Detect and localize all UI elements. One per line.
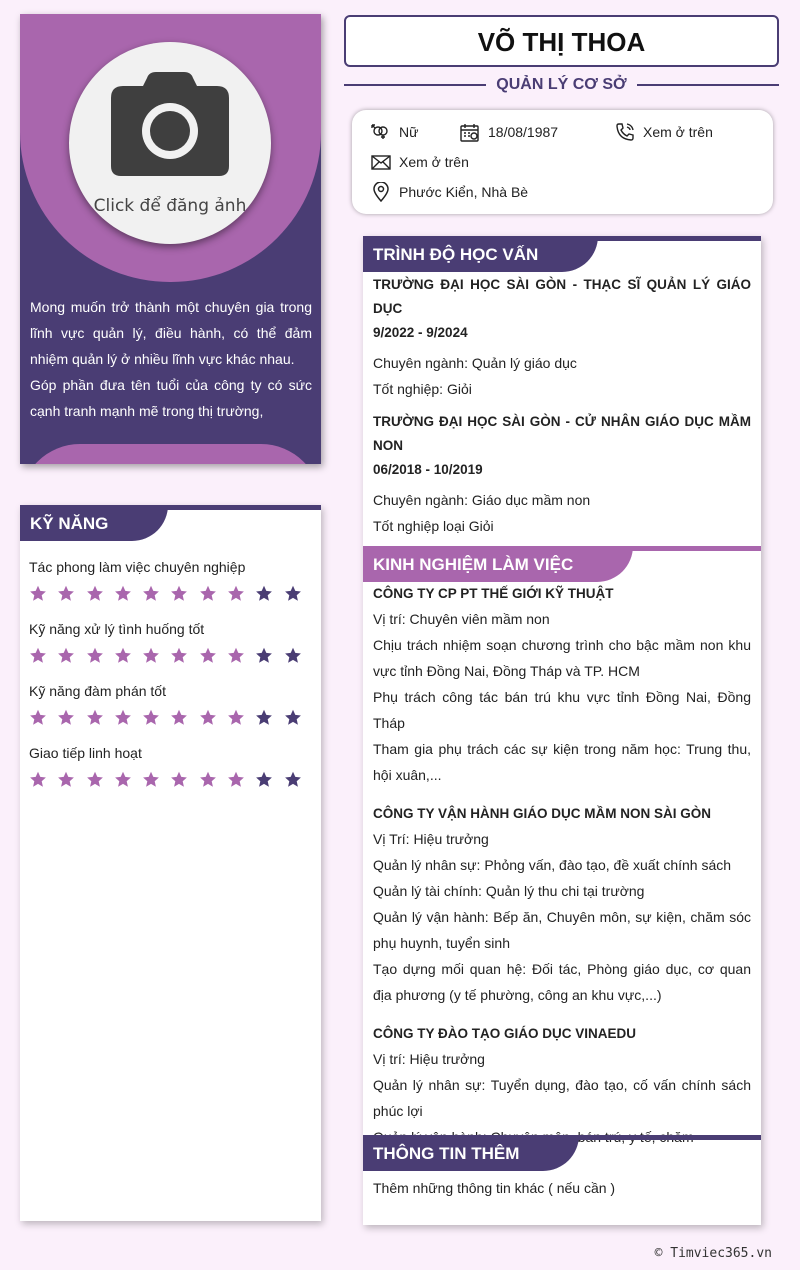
contact-phone: [615, 122, 713, 142]
skill-name: Tác phong làm việc chuyên nghiệp: [29, 559, 246, 575]
star-filled-icon[interactable]: [170, 771, 198, 789]
skill-rating: [29, 771, 312, 789]
star-filled-icon[interactable]: [199, 771, 227, 789]
star-filled-icon[interactable]: [86, 709, 114, 727]
profile-bottom-shape: [20, 444, 321, 464]
experience-detail: Quản lý tài chính: Quản lý thu chi tại trường: [373, 883, 645, 899]
position-title-row: [344, 74, 779, 96]
star-filled-icon[interactable]: [227, 585, 255, 603]
school-period: 06/2018 - 10/2019: [373, 462, 483, 477]
gender-icon: [371, 124, 391, 140]
education-header: [363, 236, 761, 272]
education-section: [363, 236, 761, 539]
skills-header: [20, 505, 321, 541]
objective-line: Mong muốn trở thành một chuyên gia trong lĩnh vực quản lý, điều hành, có thể đảm nhiệm quản lý ở nhiều lĩnh vực khác nhau.: [30, 299, 312, 367]
skills-list: [20, 559, 321, 789]
star-filled-icon[interactable]: [86, 585, 114, 603]
experience-header: [363, 546, 761, 582]
star-icon[interactable]: [284, 585, 312, 603]
star-filled-icon[interactable]: [114, 647, 142, 665]
experience-detail: Tham gia phụ trách các sự kiện trong năm học: Trung thu, hội xuân,...: [373, 741, 751, 783]
star-filled-icon[interactable]: [86, 771, 114, 789]
star-filled-icon[interactable]: [227, 709, 255, 727]
career-objective: [30, 294, 312, 424]
school-name: TRƯỜNG ĐẠI HỌC SÀI GÒN - THẠC SĨ QUẢN LÝ GIÁO DỤC: [373, 277, 751, 316]
contact-address: [371, 182, 528, 202]
star-filled-icon[interactable]: [142, 771, 170, 789]
skill-rating: [29, 709, 312, 727]
education-detail: Tốt nghiệp loại Giỏi: [373, 518, 494, 534]
skill-item: [20, 683, 321, 727]
skills-title: KỸ NĂNG: [20, 505, 168, 541]
star-filled-icon[interactable]: [142, 585, 170, 603]
star-filled-icon[interactable]: [199, 647, 227, 665]
education-detail: Chuyên ngành: Giáo dục mầm non: [373, 492, 591, 508]
avatar-label: Click để đăng ảnh: [93, 196, 247, 216]
star-filled-icon[interactable]: [170, 585, 198, 603]
star-icon[interactable]: [255, 771, 283, 789]
camera-icon: [109, 72, 231, 178]
experience-detail: Tạo dựng mối quan hệ: Đối tác, Phòng giáo dục, cơ quan địa phương (y tế phường, công an khu vực,...): [373, 961, 751, 1003]
experience-detail: Vị Trí: Hiệu trưởng: [373, 831, 489, 847]
skill-item: [20, 621, 321, 665]
experience-detail: Quản lý nhân sự: Tuyển dụng, đào tạo, cố vấn chính sách phúc lợi: [373, 1077, 751, 1119]
contact-birthday: [460, 122, 558, 142]
avatar-upload[interactable]: [69, 42, 271, 244]
star-filled-icon[interactable]: [57, 585, 85, 603]
star-icon[interactable]: [255, 709, 283, 727]
star-filled-icon[interactable]: [29, 585, 57, 603]
star-filled-icon[interactable]: [57, 771, 85, 789]
experience-detail: Quản lý vận hành: Bếp ăn, Chuyên môn, sự kiện, chăm sóc phụ huynh, tuyển sinh: [373, 909, 751, 951]
star-filled-icon[interactable]: [86, 647, 114, 665]
star-icon[interactable]: [255, 585, 283, 603]
experience-detail: Vị trí: Chuyên viên mầm non: [373, 611, 550, 627]
star-filled-icon[interactable]: [114, 709, 142, 727]
extra-info-text: Thêm những thông tin khác ( nếu cần ): [373, 1180, 616, 1196]
birthday-value: 18/08/1987: [488, 124, 559, 140]
school-period: 9/2022 - 9/2024: [373, 325, 468, 340]
star-filled-icon[interactable]: [227, 771, 255, 789]
contact-gender: [371, 122, 418, 142]
education-detail: Chuyên ngành: Quản lý giáo dục: [373, 355, 577, 371]
star-icon[interactable]: [284, 709, 312, 727]
skills-section: [20, 505, 321, 1221]
experience-detail: Vị trí: Hiệu trưởng: [373, 1051, 485, 1067]
experience-detail: Quản lý nhân sự: Phỏng vấn, đào tạo, đề xuất chính sách: [373, 857, 732, 873]
experience-detail: Phụ trách công tác bán trú khu vực tỉnh Đồng Nai, Đồng Tháp: [373, 689, 751, 731]
skill-name: Kỹ năng đàm phán tốt: [29, 683, 166, 699]
star-filled-icon[interactable]: [170, 647, 198, 665]
skill-name: Giao tiếp linh hoạt: [29, 745, 142, 761]
experience-title: KINH NGHIỆM LÀM VIỆC: [363, 546, 633, 582]
star-filled-icon[interactable]: [57, 709, 85, 727]
email-value: Xem ở trên: [399, 154, 469, 170]
candidate-name: VÕ THỊ THOA: [344, 15, 779, 67]
star-icon[interactable]: [284, 771, 312, 789]
contact-email: [371, 152, 469, 172]
phone-value: Xem ở trên: [643, 124, 713, 140]
star-filled-icon[interactable]: [29, 771, 57, 789]
skill-item: [20, 559, 321, 603]
company-name: CÔNG TY VẬN HÀNH GIÁO DỤC MẦM NON SÀI GÒN: [373, 806, 712, 821]
experience-section: [363, 546, 761, 1150]
skill-rating: [29, 647, 312, 665]
extra-info-title: THÔNG TIN THÊM: [363, 1135, 579, 1171]
education-title: TRÌNH ĐỘ HỌC VẤN: [363, 236, 598, 272]
company-name: CÔNG TY CP PT THẾ GIỚI KỸ THUẬT: [373, 586, 614, 601]
email-icon: [371, 155, 391, 170]
education-detail: Tốt nghiệp: Giỏi: [373, 381, 472, 397]
star-filled-icon[interactable]: [142, 709, 170, 727]
star-filled-icon[interactable]: [199, 585, 227, 603]
profile-card: [20, 14, 321, 464]
objective-line: Góp phần đưa tên tuổi của công ty có sức cạnh tranh mạnh mẽ trong thị trường,: [30, 377, 312, 419]
star-filled-icon[interactable]: [199, 709, 227, 727]
gender-value: Nữ: [399, 124, 419, 140]
footer-copyright: © Timviec365.vn: [654, 1246, 772, 1261]
skill-rating: [29, 585, 312, 603]
extra-info-section: [363, 1135, 761, 1201]
address-value: Phước Kiển, Nhà Bè: [399, 184, 529, 200]
star-filled-icon[interactable]: [29, 647, 57, 665]
star-filled-icon[interactable]: [57, 647, 85, 665]
calendar-icon: [460, 123, 480, 142]
star-filled-icon[interactable]: [142, 647, 170, 665]
location-pin-icon: [371, 182, 391, 202]
position-title: QUẢN LÝ CƠ SỞ: [496, 76, 627, 93]
school-name: TRƯỜNG ĐẠI HỌC SÀI GÒN - CỬ NHÂN GIÁO DỤC MẦM NON: [373, 414, 751, 453]
company-name: CÔNG TY ĐÀO TẠO GIÁO DỤC VINAEDU: [373, 1026, 637, 1041]
skill-item: [20, 745, 321, 789]
experience-detail: Chịu trách nhiệm soạn chương trình cho bậc mầm non khu vực tỉnh Đồng Nai, Đồng Tháp và TP. HCM: [373, 637, 751, 679]
star-icon[interactable]: [255, 647, 283, 665]
star-filled-icon[interactable]: [114, 585, 142, 603]
star-icon[interactable]: [284, 647, 312, 665]
main-content: [363, 236, 761, 1225]
extra-info-header: [363, 1135, 761, 1171]
phone-icon: [615, 122, 635, 142]
star-filled-icon[interactable]: [227, 647, 255, 665]
skill-name: Kỹ năng xử lý tình huống tốt: [29, 621, 205, 637]
contact-card: [352, 110, 773, 214]
star-filled-icon[interactable]: [114, 771, 142, 789]
star-filled-icon[interactable]: [29, 709, 57, 727]
star-filled-icon[interactable]: [170, 709, 198, 727]
